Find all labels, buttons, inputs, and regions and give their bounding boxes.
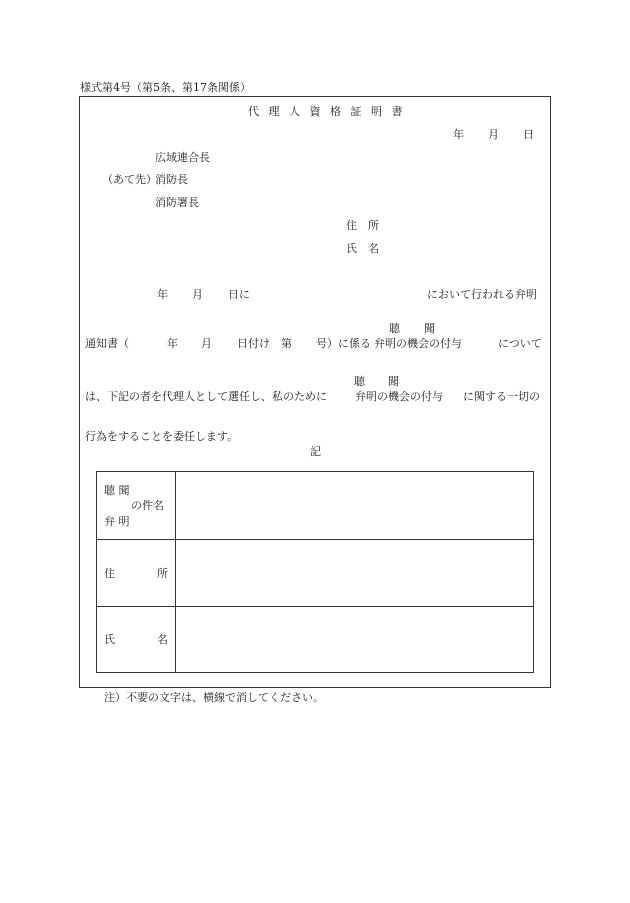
addressee-line1: 広域連合長 [155,151,210,164]
table-row3-label-a: 氏 [104,633,115,646]
table-column-divider [175,471,176,673]
body-line1-year: 年 [157,288,168,301]
table-row-divider-2 [96,606,534,607]
body-line2-end: について [498,337,542,350]
ki-heading: 記 [310,445,321,458]
ruby2-a: 聴 [354,375,365,388]
body-line2-dated: 日付け 第 [237,337,292,350]
body-line4: 行為をすることを委任します。 [85,430,239,443]
addressee-line3: 消防署長 [155,196,199,209]
applicant-address-label: 住 所 [346,219,379,232]
body-line2-month: 月 [201,337,212,350]
body-line3-opportunity: 弁明の機会の付与 [355,390,443,403]
body-line1-end: において行われる弁明 [427,288,537,301]
table-row2-label-b: 所 [157,567,168,580]
table-row1-label-c: 弁 明 [104,515,130,528]
ruby1-a: 聴 [389,322,400,335]
applicant-name-label: 氏 名 [346,242,379,255]
ruby2-b: 聞 [388,375,399,388]
body-line2-no: 号）に係る [316,337,371,350]
table-row1-label-a: 聴 聞 [104,484,130,497]
addressee-prefix: （あて先） [102,173,157,186]
table-row3-label-b: 名 [157,633,168,646]
body-line1-month: 月 [192,288,203,301]
body-line2-opportunity: 弁明の機会の付与 [374,337,462,350]
body-line3-start: は、下記の者を代理人として選任し、私のために [85,390,327,403]
body-line2-year: 年 [167,337,178,350]
ruby1-b: 聞 [424,322,435,335]
form-number: 様式第4号（第5条、第17条関係） [80,81,251,94]
body-line3-end: に関する一切の [463,390,540,403]
date-day: 日 [523,128,534,141]
table-row-divider-1 [96,539,534,540]
addressee-line2: 消防長 [155,173,188,186]
date-month: 月 [488,128,499,141]
document-title: 代 理 人 資 格 証 明 書 [248,105,406,118]
body-line1-day: 日に [228,288,250,301]
footnote: 注）不要の文字は、横線で消してください。 [104,691,324,704]
table-row2-label-a: 住 [104,567,115,580]
table-row1-label-b: の件名 [131,499,164,512]
date-year: 年 [453,128,464,141]
body-line2-start: 通知書（ [85,337,129,350]
